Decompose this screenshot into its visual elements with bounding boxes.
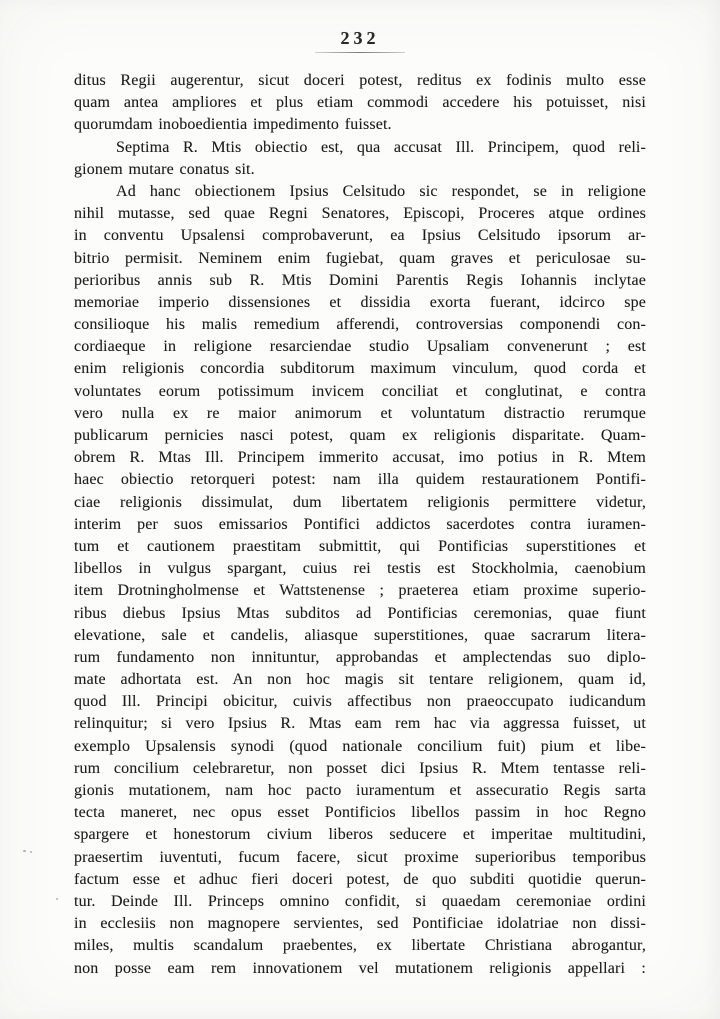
text-line: nihil mutasse, sed quae Regni Senatores, Episcopi, Proceres atque ordines: [74, 205, 646, 223]
text-line: perioribus annis sub R. Mtis Domini Parentis Regis Iohannis inclytae: [74, 271, 646, 289]
text-line: ciae religionis dissimulat, dum libertatem religionis permittere videtur,: [74, 493, 646, 511]
body-text: [74, 70, 646, 980]
text-line: Ad hanc obiectionem Ipsius Celsitudo sic respondet, se in religione: [116, 182, 646, 200]
page-header: [0, 28, 720, 53]
text-line: praesertim iuventuti, fucum facere, sicut proxime superioribus temporibus: [74, 848, 646, 866]
text-line: Septima R. Mtis obiectio est, qua accusat Ill. Principem, quod reli-: [116, 138, 646, 156]
text-line: tum et cautionem praestitam submittit, qui Pontificias superstitiones et: [74, 537, 646, 555]
text-line: relinquitur; si vero Ipsius R. Mtas eam rem hac via aggressa fuisset, ut: [74, 715, 646, 733]
text-line: in conventu Upsalensi comprobaverunt, ea Ipsius Celsitudo ipsorum ar-: [74, 227, 646, 245]
text-line: obrem R. Mtas Ill. Principem immerito accusat, imo potius in R. Mtem: [74, 449, 646, 467]
text-line: exemplo Upsalensis synodi (quod nationale concilium fuit) pium et libe-: [74, 737, 646, 755]
text-line: miles, multis scandalum praebentes, ex libertate Christiana abrogantur,: [74, 937, 646, 955]
text-line: consilioque his malis remedium afferendi, controversias componendi con-: [74, 316, 646, 334]
text-line: vero nulla ex re maior animorum et voluntatum distractio rerumque: [74, 404, 646, 422]
text-line: interim per suos emissarios Pontifici addictos sacerdotes contra iuramen-: [74, 515, 646, 533]
page-number-rule: [315, 52, 405, 53]
text-line: memoriae imperio dissensiones et dissidia exorta fuerant, idcirco spe: [74, 293, 646, 311]
scan-speck: [56, 898, 58, 900]
text-line: publicarum pernicies nasci potest, quam ex religionis disparitate. Quam-: [74, 427, 646, 444]
text-line: gionis mutationem, nam hoc pacto iuramentum et assecuratio Regis sarta: [74, 782, 646, 799]
text-line: bitrio permisit. Neminem enim fugiebat, quam graves et periculosae su-: [74, 249, 646, 267]
text-line: in ecclesiis non magnopere servientes, sed Pontificiae idolatriae non dissi-: [74, 915, 646, 933]
text-line: haec obiectio retorqueri potest: nam illa quidem restaurationem Pontifi-: [74, 471, 646, 489]
text-line: spargere et honestorum civium liberos seducere et imperitae multitudini,: [74, 826, 646, 844]
scan-speck: [23, 850, 26, 852]
text-line: rum concilium celebraretur, non posset dici Ipsius R. Mtem tentasse reli-: [74, 759, 646, 777]
text-line: quam antea ampliores et plus etiam commodi accedere his potuisset, nisi: [74, 94, 646, 112]
text-line: ribus diebus Ipsius Mtas subditos ad Pontificias ceremonias, quae fiunt: [74, 604, 646, 622]
text-line: mate adhortata est. An non hoc magis sit tentare religionem, quam id,: [74, 671, 646, 689]
text-line: elevatione, sale et candelis, aliasque superstitiones, quae sacrarum litera-: [74, 626, 646, 644]
page-number: 232: [340, 28, 380, 48]
text-line: rum fundamento non innituntur, approbandas et amplectendas suo diplo-: [74, 648, 646, 666]
text-line: tur. Deinde Ill. Princeps omnino confidit, si quaedam ceremoniae ordini: [74, 892, 646, 910]
text-line: gionem mutare conatus sit.: [74, 160, 255, 178]
scan-speck: [30, 851, 32, 853]
text-line: voluntates eorum potissimum invicem conciliat et conglutinat, e contra: [74, 382, 646, 400]
text-line: factum esse et adhuc fieri doceri potest, de quo subditi quotidie querun-: [74, 870, 646, 888]
text-line: item Drotningholmense et Wattstenense ; praeterea etiam proxime superio-: [74, 582, 646, 600]
text-line: enim religionis concordia subditorum maximum vinculum, quod corda et: [74, 360, 646, 378]
text-line: cordiaeque in religione resarciendae studio Upsaliam convenerunt ; est: [74, 338, 646, 356]
text-line: quod Ill. Principi obicitur, cuivis affectibus non praeoccupato iudicandum: [74, 693, 646, 711]
text-line: ditus Regii augerentur, sicut doceri potest, reditus ex fodinis multo esse: [74, 72, 646, 89]
text-line: tecta maneret, nec opus esset Pontificios libellos passim in hoc Regno: [74, 804, 646, 822]
text-line: libellos in vulgus spargant, cuius rei testis est Stockholmia, caenobium: [74, 560, 646, 578]
text-line: quorumdam inoboedientia impedimento fuisset.: [74, 116, 392, 134]
text-line: non posse eam rem innovationem vel mutationem religionis appellari :: [74, 959, 646, 977]
